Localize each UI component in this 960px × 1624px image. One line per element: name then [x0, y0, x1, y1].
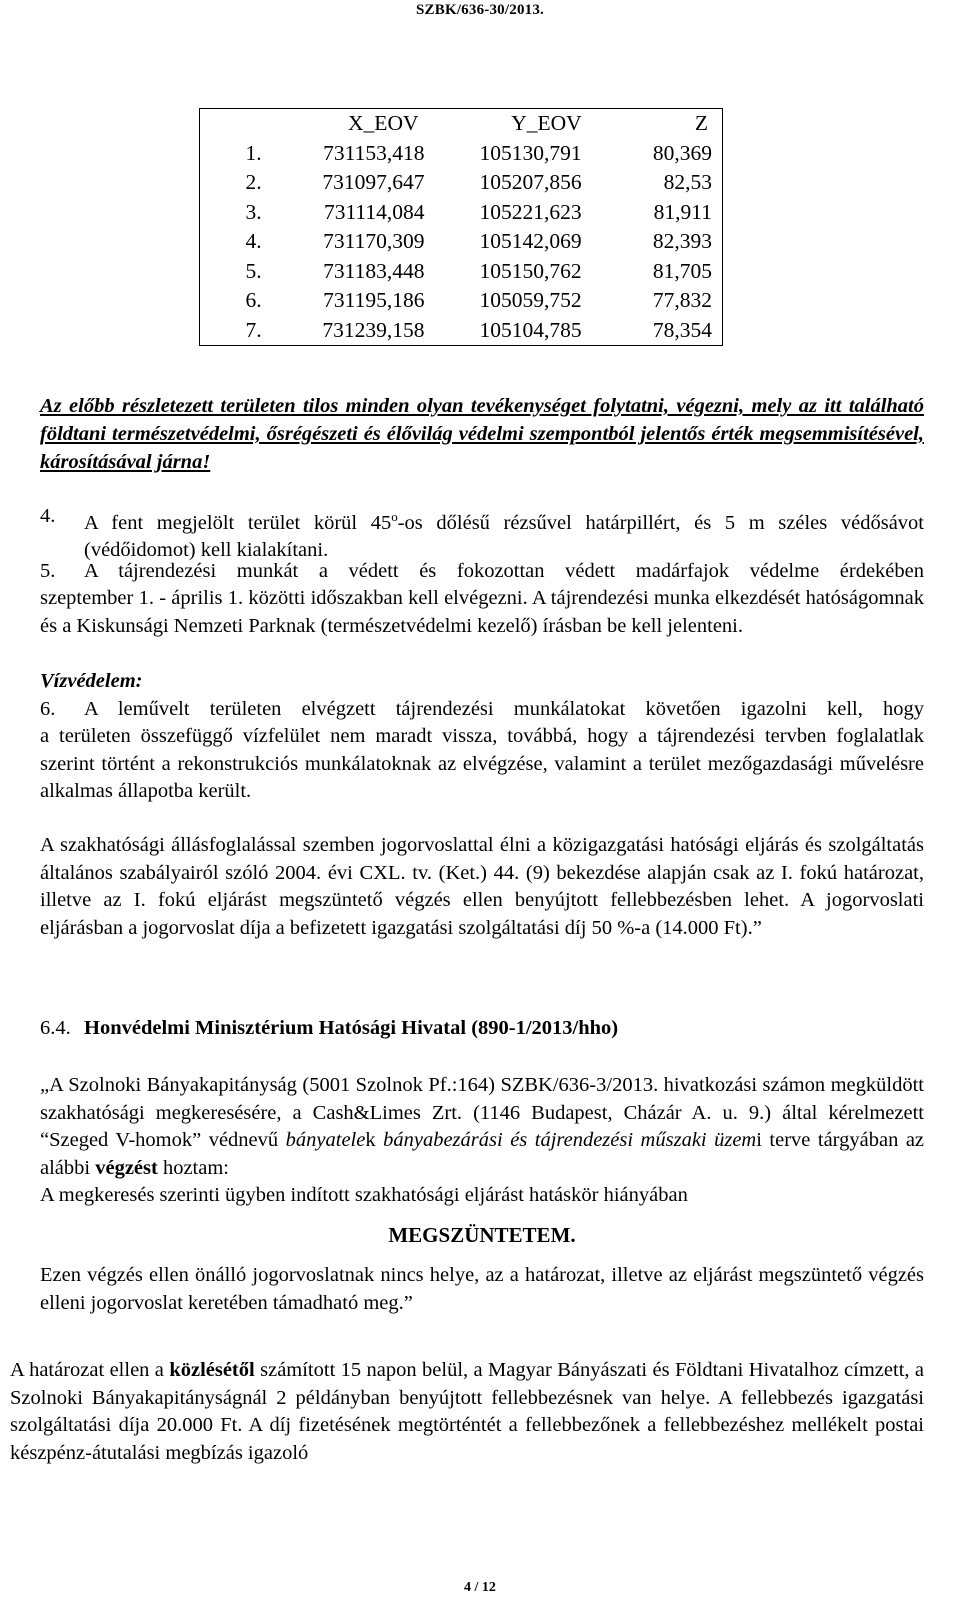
table-cell: 6.: [245, 288, 262, 312]
table-cell: 105150,762: [479, 258, 582, 283]
table-cell: 731153,418: [323, 140, 425, 165]
final-bold: közlésétől: [169, 1359, 255, 1381]
table-cell: 105207,856: [479, 170, 582, 194]
table-cell: 1.: [245, 140, 262, 165]
quote-line: A megkeresés szerinti ügyben indított szakhatósági eljárást hatáskör hiányában: [40, 1184, 688, 1206]
section-number: 6.4.: [40, 1017, 71, 1039]
item-6-continuation: a területen összefüggő vízfelület nem maradt vissza, továbbá, hogy a tájrendezési tervben foglalatlak szerint történt a rekonstrukciós munkálatoknak az elvégzése, valamint a terület mezőgazdasági művelésre alkalmas állapotba került.: [40, 725, 924, 802]
table-row: [200, 286, 723, 316]
table-row: [200, 316, 723, 346]
table-cell: 105104,785: [479, 317, 582, 342]
item-4-text-a: A fent megjelölt terület körül 45: [84, 511, 392, 534]
decision-heading: MEGSZÜNTETEM.: [388, 1223, 576, 1247]
table-header-cell: Y_EOV: [511, 111, 582, 135]
quote-italic: bányatele: [285, 1129, 366, 1151]
table-header-row: [200, 109, 723, 139]
table-row: [200, 227, 723, 257]
item-number: 6.: [40, 698, 56, 720]
table-cell: 731114,084: [323, 199, 425, 224]
table-cell: 5.: [245, 258, 262, 283]
table-cell: 82,53: [663, 170, 712, 194]
water-protection-heading: [40, 668, 142, 696]
table-cell: 105130,791: [479, 140, 582, 165]
item-number: 4.: [40, 505, 56, 527]
table-cell: 731239,158: [322, 317, 425, 342]
table-header-cell: Z: [694, 111, 708, 135]
table-cell: 4.: [245, 229, 262, 253]
item-6-first-line: A leművelt területen elvégzett tájrendezési munkálatokat követően igazolni kell, hogy: [84, 698, 924, 720]
degree-superscript: o: [391, 509, 398, 524]
item-5-continuation: szeptember 1. - április 1. közötti időszakban kell elvégezni. A tájrendezési munka elkezdését hatóságomnak és a Kiskunsági Nemzeti Parknak (természetvédelmi kezelő) írásban be kell jelenteni.: [40, 587, 924, 637]
table-cell: 81,705: [652, 258, 712, 283]
quote-closing: Ezen végzés ellen önálló jogorvoslatnak nincs helye, az a határozat, illetve az eljárást megszüntető végzés elleni jogorvoslat keretében támadható meg.”: [40, 1264, 924, 1314]
table-row: [200, 139, 723, 169]
table-cell: 81,911: [653, 199, 712, 224]
final-text: számított 15 napon belül, a Magyar Bányászati és Földtani Hivatalhoz címzett, a Szolnoki Bányakapitányságnál 2 példányban benyújtott fellebbezésnek van helye. A fellebbezés igazgatási szolgáltatási díja 20.000 Ft. A díj fizetésének megtörténtét a fellebbezőnek a fellebbezéshez mellékelt postai készpénz-átutalási megbízás igazoló: [10, 1359, 925, 1464]
final-paragraph: [10, 1357, 924, 1467]
coordinate-table: [199, 108, 723, 346]
table-cell: 105142,069: [479, 229, 582, 253]
table-cell: 80,369: [652, 140, 712, 165]
table-cell: 7.: [245, 317, 262, 342]
table-cell: 731170,309: [323, 229, 425, 253]
item-number: 5.: [40, 560, 56, 582]
item-5-first-line: A tájrendezési munkát a védett és fokozottan védett madárfajok védelme érdekében: [84, 560, 924, 582]
table-row: [200, 168, 723, 198]
table-cell: 3.: [245, 199, 262, 224]
item-4-text: [84, 503, 924, 565]
quote-text: „A Szolnoki Bányakapitányság (5001 Szolnok Pf.:164) SZBK/636-3/2013. hivatkozási számon megküldött szakhatósági megkeresésére, a Cash&Limes Zrt. (1146 Budapest, Cházár A. u. 9.) által kérelmezett “Szeged V-homok” védnevű: [40, 1074, 924, 1151]
quote-bold: végzést: [95, 1156, 158, 1179]
table-cell: 77,832: [652, 288, 712, 312]
table-row: [200, 257, 723, 287]
table-row: [200, 198, 723, 228]
table-cell: 105059,752: [479, 288, 582, 312]
table-cell: 731183,448: [323, 258, 425, 283]
appeal-paragraph: A szakhatósági állásfoglalással szemben jogorvoslattal élni a közigazgatási hatósági eljárás és szolgáltatás általános szabályairól szóló 2004. évi CXL. tv. (Ket.) 44. (9) bekezdése alapján csak az I. fokú határozat, illetve az I. fokú eljárást megszüntető végzés ellen benyújtott fellebbezésben lehet. A jogorvoslati eljárásban a jogorvoslat díja a befizetett igazgatási szolgáltatási díj 50 %-a (14.000 Ft).”: [40, 834, 924, 939]
section-title: Honvédelmi Minisztérium Hatósági Hivatal (890-1/2013/hho): [84, 1017, 619, 1039]
final-text: A határozat ellen a: [10, 1359, 170, 1381]
quote-paragraph: [40, 1072, 924, 1182]
table-header-cell: X_EOV: [348, 111, 419, 135]
quote-italic: és tájrendezési műszaki üzem: [510, 1129, 757, 1151]
protection-warning: Az előbb részletezett területen tilos minden olyan tevékenységet folytatni, végezni, mely az itt található földtani természetvédelmi, ősrégészeti és élővilág védelmi szempontból jelentős érték megsemmisítésével, károsításával járna!: [40, 395, 924, 473]
table-cell: 2.: [245, 170, 262, 194]
document-reference: SZBK/636-30/2013.: [416, 2, 544, 18]
table-cell: 731195,186: [323, 288, 425, 312]
table-cell: 731097,647: [322, 170, 425, 194]
quote-text: k: [365, 1129, 384, 1151]
quote-italic: bányabezárási: [383, 1129, 503, 1151]
quote-text: hoztam:: [157, 1156, 229, 1179]
page-number: 4 / 12: [464, 1580, 496, 1595]
table-cell: 105221,623: [479, 199, 582, 224]
item-4-text-b: -os dőlésű rézsűvel határpillért, és 5 m széles védősávot (védőidomot) kell kialakítani.: [84, 511, 924, 562]
quote-text: i terve tárgyában az alábbi: [40, 1129, 925, 1179]
table-cell: 78,354: [652, 317, 712, 342]
table-cell: 82,393: [652, 229, 712, 253]
water-protection-heading-text: Vízvédelem:: [40, 670, 143, 692]
table-header-cell: [200, 109, 262, 139]
